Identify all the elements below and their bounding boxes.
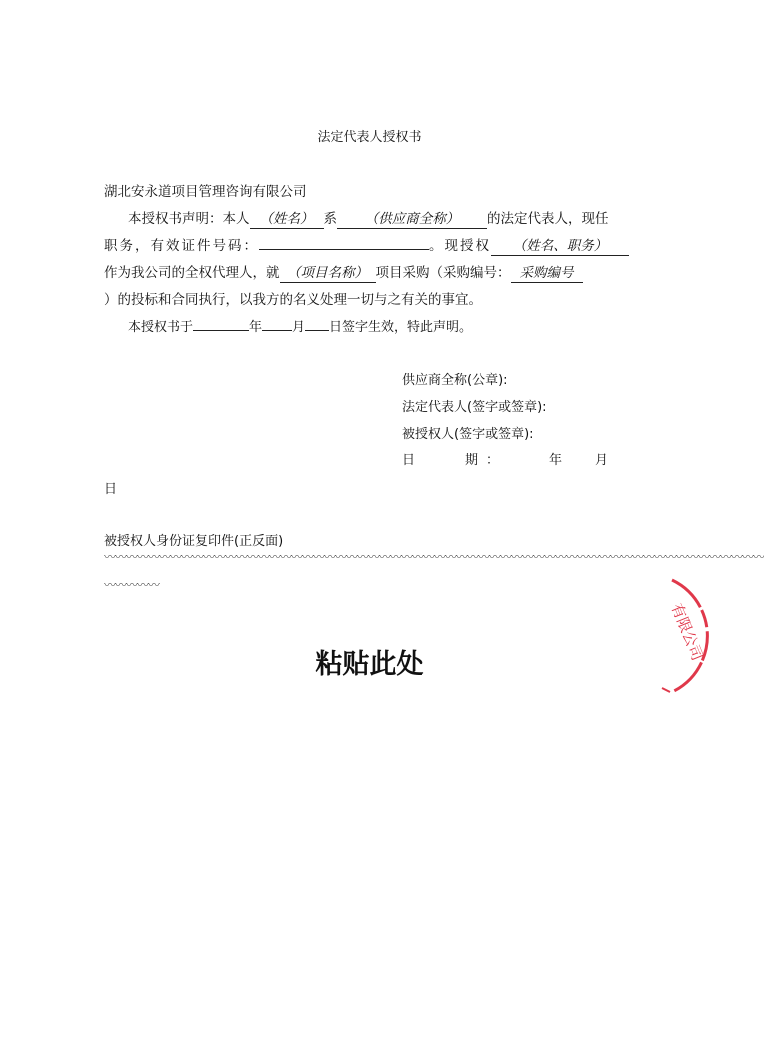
body-line-4: ）的投标和合同执行，以我方的名义处理一切与之有关的事宜。: [104, 292, 482, 308]
company-seal: [600, 570, 740, 710]
body-line-3: [104, 261, 583, 283]
recipient-company: 湖北安永道项目管理咨询有限公司: [104, 184, 307, 200]
date-year: 年: [249, 320, 263, 335]
seal-ring-icon: [600, 570, 740, 710]
sig-month: 月: [595, 453, 609, 468]
date-month-blank: [262, 330, 292, 331]
wavy-divider-1: 〰〰〰〰〰〰〰〰〰〰〰〰〰〰〰〰〰〰〰〰〰〰〰〰〰〰〰〰〰〰〰〰〰〰〰〰〰〰〰〰〰〰〰〰〰〰〰〰〰〰〰〰〰〰〰〰〰〰〰〰: [104, 550, 764, 564]
name-title-field: （姓名、职务）: [491, 238, 629, 256]
legal-rep-signature-label: 法定代表人(签字或签章):: [402, 400, 547, 415]
date-label: 日 期：: [402, 453, 508, 468]
paste-here-label: 粘贴此处: [315, 649, 424, 680]
date-suffix: 日签字生效，特此声明。: [329, 320, 473, 335]
date-year-blank: [193, 330, 249, 331]
project-field: （项目名称）: [280, 265, 376, 283]
effective-date-line: [128, 316, 472, 335]
l2-suffix: 。现授权: [429, 238, 491, 254]
date-day-blank: [305, 330, 329, 331]
date-month: 月: [292, 320, 306, 335]
sig-day: 日: [104, 482, 118, 497]
signature-date-line: [402, 449, 662, 468]
procurement-field: 采购编号: [511, 265, 583, 283]
id-copy-heading: 被授权人身份证复印件(正反面): [104, 534, 284, 549]
authorized-person-signature-label: 被授权人(签字或签章):: [402, 427, 534, 442]
l3-prefix: 作为我公司的全权代理人，就: [104, 265, 280, 281]
l1-mid: 系: [323, 211, 337, 227]
document-title: 法定代表人授权书: [317, 130, 422, 145]
supplier-seal-label: 供应商全称(公章):: [402, 373, 508, 388]
l1-prefix: 本授权书声明：本人: [128, 211, 250, 227]
body-line-2: [104, 234, 629, 256]
l2-prefix: 职务，有效证件号码：: [104, 238, 259, 254]
seal-text: 有限公司: [667, 600, 707, 664]
l1-suffix: 的法定代表人，现任: [487, 211, 609, 227]
sig-year: 年: [549, 453, 563, 468]
name-field: （姓名）: [250, 211, 324, 229]
date-prefix: 本授权书于: [128, 320, 194, 335]
l3-mid: 项目采购（采购编号：: [375, 265, 511, 281]
body-line-1: [128, 207, 609, 229]
supplier-field: （供应商全称）: [337, 211, 487, 229]
wavy-divider-2: 〰〰〰〰〰: [104, 578, 160, 592]
id-number-field: [259, 249, 429, 250]
